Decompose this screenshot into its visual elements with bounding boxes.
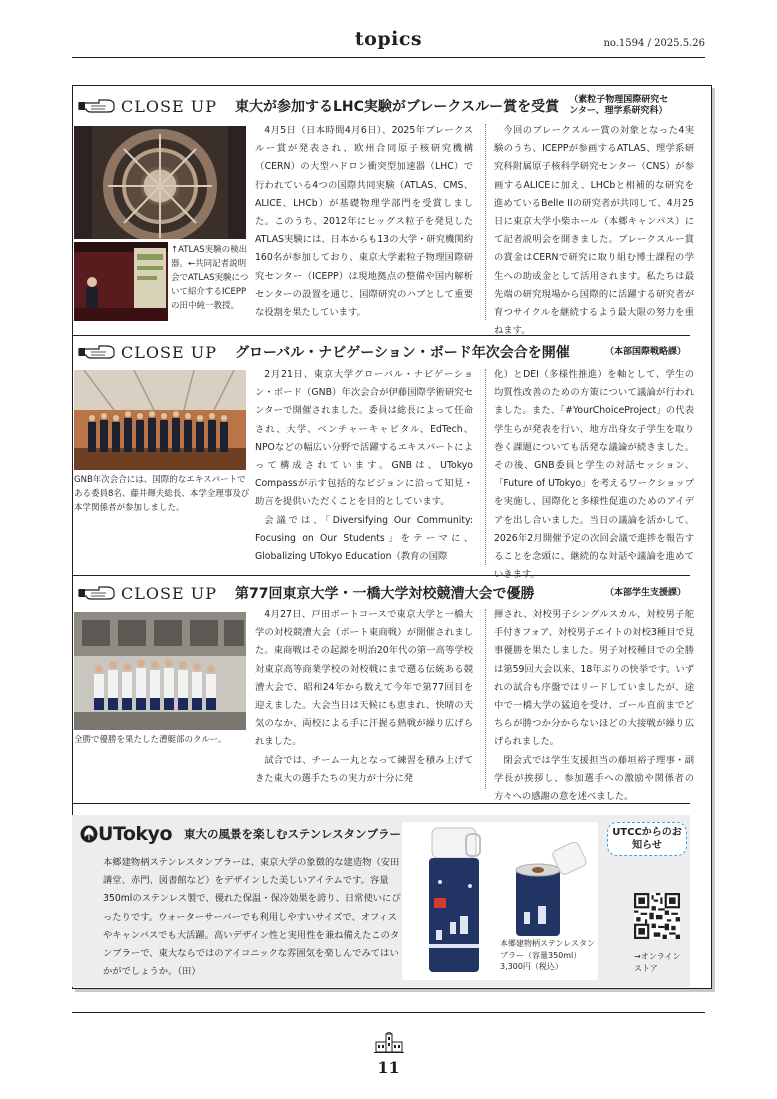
bottom-rule [72, 1012, 705, 1013]
article-2-dept: （本部国際戦略課） [604, 346, 686, 357]
article-1-para-2: 今回のブレークスルー賞の対象となった4実験のうち、ICEPPが参画するATLAS、理学系研究科附属原子核科学研究センター（CNS）が参画するALICEに加え、LHCbと相補的な研究を進めているBelle IIの研究者が共同して、4月25日に東京大学小柴ホール（本郷キャンパス）にて記者説明会を開きました。ブレークスルー賞の賞金はCERNで研究に取り組む博士課程の学生への助成金として活用されます。私たちは最先端の研究現場から国際的に活躍する研究者が育つサイクルを継続するよう最大限の努力を重ねます。 [494, 125, 694, 337]
section-rule [72, 575, 690, 576]
atlas-detector-photo [74, 126, 246, 239]
article-2-col-1 [255, 366, 473, 566]
article-1-col-2 [494, 122, 694, 340]
article-2-col-2 [494, 366, 694, 584]
section-rule [72, 335, 690, 336]
ad-title: 東大の風景を楽しむステンレスタンブラー [184, 827, 402, 841]
article-3-col-1 [255, 606, 473, 788]
top-rule [72, 57, 705, 58]
article-1-caption: ↑ATLAS実験の検出器。←共同記者説明会でATLAS実験について紹介するICEPPの田中純一教授。 [171, 245, 249, 311]
close-up-label: CLOSE UP [121, 96, 217, 116]
article-1-dept: （素粒子物理国際研究センター、理学系研究科） [569, 95, 669, 116]
article-3-para-1: 4月27日、戸田ボートコースで東京大学と一橋大学の対校競漕大会（ボート東商戦）が開催されました。東商戦はその起源を明治20年代の第一高等学校対東京高等商業学校の対校戦にまで遡る伝統ある競漕大会で、昭和24年から数えて今年で第77回目を迎えました。大会当日は天候にも恵まれ、快晴の天気のなか、両校による手に汗握る熱戦が繰り広げられました。 [255, 609, 473, 748]
article-3-dept: （本部学生支援課） [604, 587, 686, 598]
utcc-badge: UTCCからのお知らせ [607, 822, 687, 856]
ad-body: 本郷建物柄ステンレスタンブラーは、東京大学の象徴的な建造物（安田講堂、赤門、図書館など）をデザインした美しいアイテムです。容量350mlのステンレス製で、優れた保温・保冷効果を誇り、日常使いにぴったりです。ウォーターサーバーでも利用しやすいサイズで、オフィスやキャンパスでも大活躍。高いデザイン性と実用性を兼ね備えたこのタンブラーで、東大ならではのアイコニックな雰囲気を楽しんでみてはいかがでしょうか。（田） [103, 857, 401, 978]
close-up-label: CLOSE UP [121, 583, 217, 603]
page-number: 11 [377, 1058, 400, 1077]
utokyo-wordmark: UTokyo [98, 823, 172, 845]
section-rule [72, 803, 690, 804]
ad-header [80, 823, 401, 845]
article-2-caption: GNB年次会合には、国際的なエキスパートである委員8名、藤井輝夫総長、本学全理事及び本学関係者が参加しました。 [74, 475, 250, 513]
column-divider [485, 369, 486, 565]
pointing-hand-icon [77, 584, 117, 602]
issue-number: no.1594 / 2025.5.26 [603, 38, 705, 49]
tumbler-open-photo [508, 842, 590, 938]
article-2-para-1: 2月21日、東京大学グローバル・ナビゲーション・ボード（GNB）年次会合が伊藤国際学術研究センターで開催されました。委員は総長によって任命され、大学、ベンチャーキャピタル、EdTech、NPOなどの幅広い分野で活躍するエキスパートによって構成されています。GNBは、UTokyo Compassが示す包括的なビジョンに沿って知見・助言を提供いただくことを目的としています。 [255, 369, 473, 508]
rowing-crew-photo [74, 612, 246, 730]
article-3-header [77, 583, 702, 603]
article-2-para-3: 化）とDEI（多様性推進）を軸として、学生の均質性改善のための方策について議論が行われました。また、「#YourChoiceProject」の代表学生らが発表を行い、地方出身女子学生を取り巻く課題についても活発な議論が続きました。その後、GNB委員と学生の対話セッション、「Future of UTokyo」を考えるワークショップを実施し、国際化と多様性促進のためのアイデアを出し合いました。当日の議論を活かして、2026年2月開催予定の次回会議で進捗を報告することを念頭に、継続的な対話や議論を進めていきます。 [494, 369, 694, 581]
article-3-para-2: 試合では、チーム一丸となって練習を積み上げてきた東大の選手たちの実力が十分に発 [255, 754, 473, 784]
product-caption: 本郷建物柄ステンレスタンブラー（容量350ml）3,300円（税込） [500, 939, 595, 971]
page-title: topics [354, 28, 423, 50]
article-3-para-3: 揮され、対校男子シングルスカル、対校男子舵手付きフォア、対校男子エイトの対校3種目で見事優勝を果たしました。男子対校種目での全勝は第59回大会以来、18年ぶりの快挙です。いずれの試合も序盤ではリードしていましたが、途中で一橋大学の猛追を受け、ゴール直前までどちらが勝つか分からないほどの大接戦が繰り広げられました。 [494, 609, 694, 748]
online-store-link[interactable]: →オンラインストア [634, 952, 681, 973]
pointing-hand-icon [77, 97, 117, 115]
article-2-headline: グローバル・ナビゲーション・ボード年次会合を開催 [234, 345, 570, 361]
article-3-headline: 第77回東京大学・一橋大学対校競漕大会で優勝 [234, 586, 535, 602]
ginkgo-logo-icon [80, 825, 98, 843]
qr-code-icon[interactable] [634, 893, 680, 939]
article-1-headline: 東大が参加するLHC実験がブレークスルー賞を受賞 [234, 99, 560, 115]
yasuda-auditorium-icon [374, 1032, 404, 1054]
article-1-para-1: 4月5日（日本時間4月6日）、2025年ブレークスルー賞が発表され、欧州合同原子核研究機構（CERN）の大型ハドロン衝突型加速器（LHC）で行われている4つの国際共同実験（ATLAS、CMS、ALICE、LHCb）が基礎物理学部門を受賞しました。このうち、2012年にヒッグス粒子を発見したATLAS実験には、日本からも13の大学・研究機関約160名が参加しており、東京大学素粒子物理国際研究センター（ICEPP）は現地拠点の整備や国内解析センターの設置を通じ、国際研究のハブとして重要な役割を果たしています。 [255, 125, 473, 319]
article-3-col-2 [494, 606, 694, 806]
article-2-header [77, 342, 702, 362]
column-divider [485, 609, 486, 789]
pointing-hand-icon [77, 343, 117, 361]
press-conference-photo [74, 242, 168, 321]
column-divider [485, 124, 486, 320]
gnb-group-photo [74, 370, 246, 470]
article-1-col-1 [255, 122, 473, 322]
close-up-label: CLOSE UP [121, 342, 217, 362]
article-3-para-4: 閉会式では学生支援担当の藤垣裕子理事・副学長が挨拶し、参加選手への激励や関係者の方々への感謝の意を述べました。 [494, 754, 694, 803]
article-3-caption: 全勝で優勝を果たした漕艇部のクルー。 [74, 735, 227, 745]
article-2-para-2: 会議では、「Diversifying Our Community: Focusing on Our Students」をテーマに、Globalizing UTokyo Education（教育の国際 [255, 514, 473, 563]
utokyo-logo [80, 823, 172, 845]
article-1-header [77, 95, 702, 117]
tumbler-large-photo [422, 826, 492, 976]
